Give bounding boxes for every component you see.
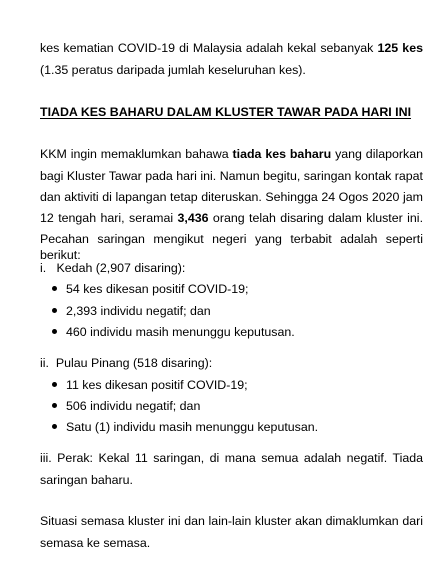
list-item — [52, 398, 200, 414]
list-item-text: 11 kes dikesan positif COVID-19; — [66, 378, 248, 392]
screened-count: 3,436 — [177, 211, 209, 225]
list-item-text: 2,393 individu negatif; dan — [66, 304, 211, 318]
list-item-text: 506 individu negatif; dan — [66, 399, 201, 413]
para1-line-5: Pecahan saringan mengikut negeri yang terbabit adalah seperti berikut: — [40, 232, 423, 262]
list-item — [52, 377, 248, 393]
perak-line-1: iii. Perak: Kekal 11 saringan, di mana semua adalah negatif. Tiada — [40, 451, 423, 465]
intro-text: kes kematian COVID-19 di Malaysia adalah kekal sebanyak — [40, 41, 378, 55]
para1-line-2: bagi Kluster Tawar pada hari ini. Namun begitu, saringan kontak rapat — [40, 169, 423, 183]
closing-line-2: semasa ke semasa. — [40, 536, 151, 550]
para1-line-1 — [40, 146, 423, 162]
closing-line-1: Situasi semasa kluster ini dan lain-lain kluster akan dimaklumkan dari — [40, 514, 423, 528]
list-item — [52, 303, 211, 319]
bullet-icon — [52, 329, 57, 334]
bullet-icon — [52, 424, 57, 429]
penang-title: ii. Pulau Pinang (518 disaring): — [40, 356, 213, 370]
bullet-icon — [52, 382, 57, 387]
section-heading: TIADA KES BAHARU DALAM KLUSTER TAWAR PADA HARI INI — [40, 105, 412, 119]
para1-line4-c: orang telah disaring dalam kluster ini. — [208, 211, 424, 225]
death-count: 125 kes — [377, 41, 423, 55]
list-item-text: 54 kes dikesan positif COVID-19; — [66, 282, 249, 296]
no-new-cases-text: tiada kes baharu — [232, 147, 332, 161]
bullet-icon — [52, 286, 57, 291]
list-item-text: Satu (1) individu masih menunggu keputusan. — [66, 420, 319, 434]
para1-text-a: KKM ingin memaklumkan bahawa — [40, 147, 233, 161]
para1-line-4 — [40, 210, 423, 226]
bullet-icon — [52, 308, 57, 313]
para1-line4-a: 12 tengah hari, seramai — [40, 211, 178, 225]
list-item — [52, 419, 318, 435]
bullet-icon — [52, 403, 57, 408]
intro-line-2: (1.35 peratus daripada jumlah keseluruhan kes). — [40, 63, 306, 77]
para1-line-3: dan aktiviti di lapangan tetap diteruskan. Sehingga 24 Ogos 2020 jam — [40, 190, 423, 204]
intro-line-1 — [40, 40, 423, 56]
para1-text-c: yang dilaporkan — [331, 147, 423, 161]
list-item — [52, 281, 249, 297]
perak-line-2: saringan baharu. — [40, 473, 133, 487]
kedah-title: i. Kedah (2,907 disaring): — [40, 261, 186, 275]
list-item-text: 460 individu masih menunggu keputusan. — [66, 325, 295, 339]
list-item — [52, 324, 295, 340]
